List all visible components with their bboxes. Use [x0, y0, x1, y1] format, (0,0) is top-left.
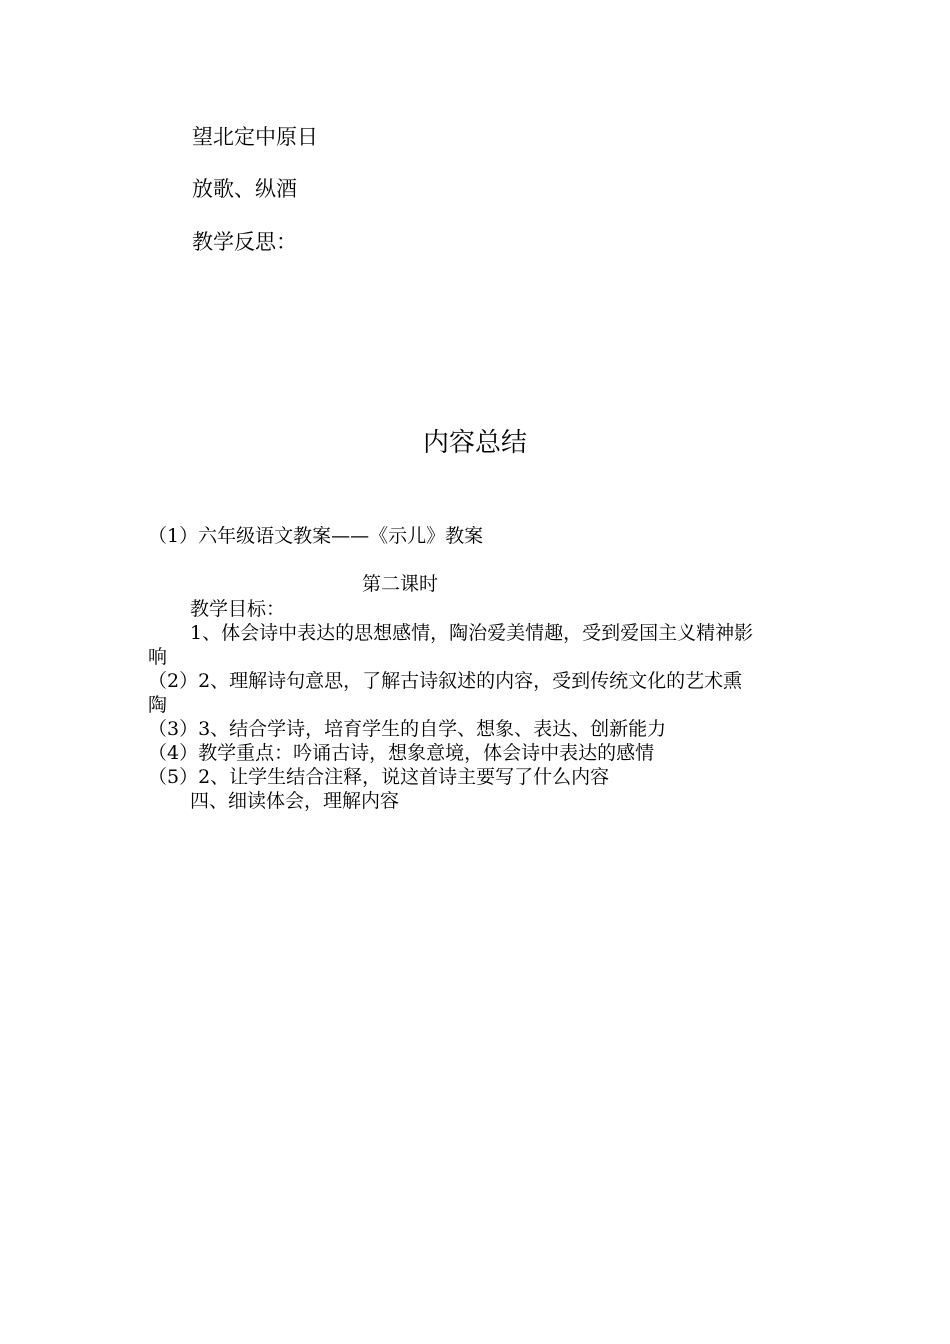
summary-item-text: （2）2、理解诗句意思，了解古诗叙述的内容，受到传统文化的艺术熏	[148, 670, 743, 692]
summary-item-text: （4）教学重点：吟诵古诗，想象意境，体会诗中表达的感情	[148, 742, 655, 764]
goal-line-wrap: 响	[148, 646, 168, 668]
summary-item-wrap: 陶	[148, 694, 168, 716]
lesson-subheading: 第二课时	[362, 573, 439, 595]
goals-label: 教学目标：	[190, 598, 286, 620]
summary-item	[148, 524, 818, 548]
poem-line: 望北定中原日	[192, 125, 318, 149]
summary-title: 内容总结	[422, 428, 527, 458]
summary-item-text: （3）3、结合学诗，培育学生的自学、想象、表达、创新能力	[148, 718, 667, 740]
summary-body	[148, 597, 818, 813]
goal-line: 1、体会诗中表达的思想感情，陶治爱美情趣，受到爱国主义精神影	[190, 622, 754, 644]
poem-line: 放歌、纵酒	[192, 177, 297, 201]
summary-item-text: （1）六年级语文教案——《示儿》教案	[148, 525, 484, 547]
summary-item-text: 四、细读体会，理解内容	[190, 790, 400, 812]
summary-item-text: （5）2、让学生结合注释，说这首诗主要写了什么内容	[148, 766, 610, 788]
teaching-reflection-heading: 教学反思：	[192, 230, 297, 254]
